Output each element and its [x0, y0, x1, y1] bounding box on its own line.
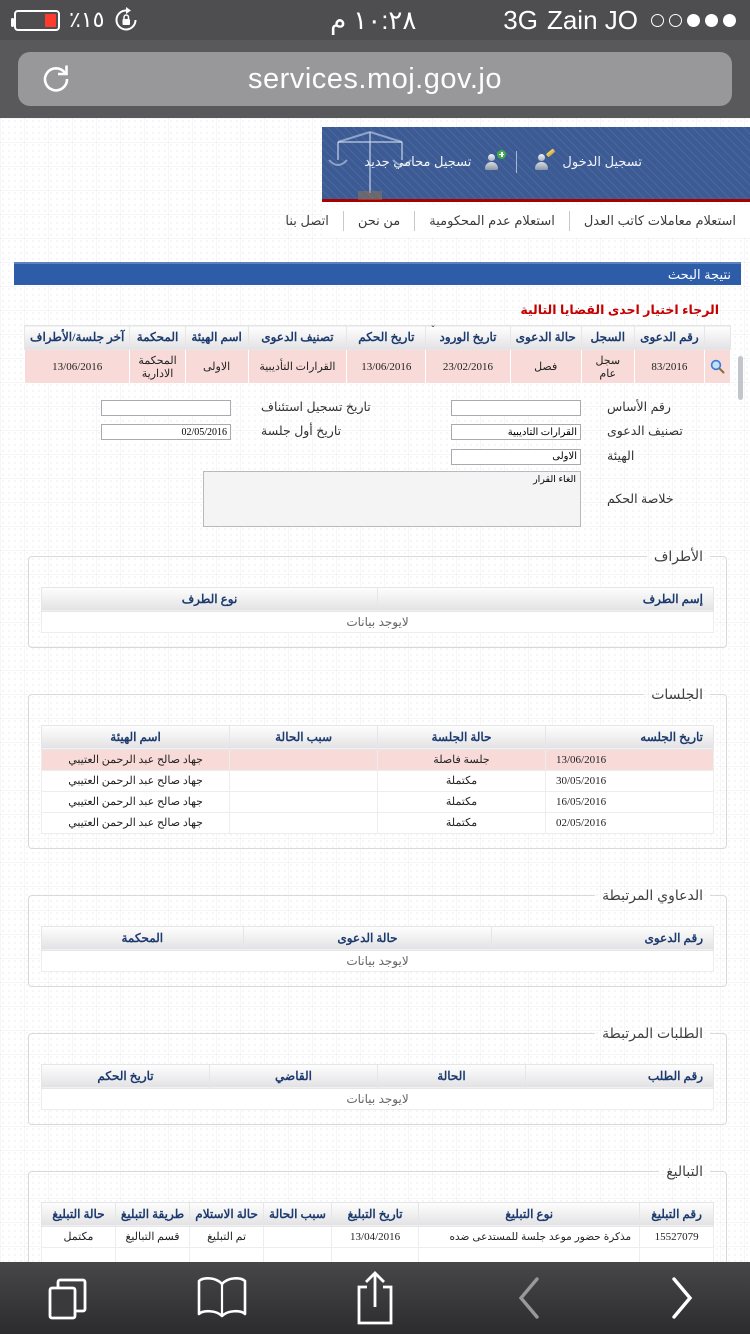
sessions-table: [41, 725, 714, 834]
appeal-date-label: تاريخ تسجيل استئناف: [261, 399, 371, 414]
panel-title: نتيجة البحث: [14, 262, 741, 285]
committee-label: الهيئة: [607, 448, 635, 463]
address-field[interactable]: [18, 52, 732, 106]
cell: مكتملة: [378, 770, 546, 791]
no-data-text: لايوجد بيانات: [42, 950, 714, 971]
notifications-legend: التباليغ: [666, 1162, 703, 1179]
forward-chevron-icon: [669, 1275, 695, 1321]
column-header: طريقة التبليغ: [115, 1202, 189, 1226]
parties-table: [41, 587, 714, 633]
site-header: [322, 127, 750, 202]
column-header: رقم الطلب: [525, 1064, 713, 1088]
cell: 13/06/2016: [546, 749, 714, 770]
classification-label: تصنيف الدعوى: [607, 424, 683, 439]
column-header: آخر جلسة/الأطراف: [25, 326, 130, 350]
browser-toolbar: [0, 1262, 750, 1334]
nav-about-us[interactable]: من نحن: [343, 211, 414, 231]
column-header: نوع الطرف: [42, 587, 378, 611]
column-header: تاريخ التبليغ: [331, 1202, 418, 1226]
notification-row: [42, 1247, 714, 1262]
empty-row: [42, 950, 714, 971]
column-header: نوع التبليغ: [419, 1202, 640, 1226]
column-header: حالة الاستلام: [190, 1202, 264, 1226]
cell: [640, 1247, 714, 1262]
cell: 83/2016: [634, 350, 704, 384]
bookmarks-button[interactable]: [192, 1274, 252, 1322]
cell: [419, 1247, 640, 1262]
session-row: [42, 791, 714, 812]
share-button[interactable]: [345, 1269, 405, 1327]
appeal-date-input[interactable]: [101, 400, 231, 416]
cell: سجل عام: [581, 350, 634, 384]
related-cases-section: [28, 887, 727, 987]
related-requests-legend: الطلبات المرتبطة: [602, 1024, 703, 1041]
nav-notary-transactions[interactable]: استعلام معاملات كاتب العدل: [569, 211, 750, 231]
cell: جهاد صالح عبد الرحمن العتيبي: [42, 812, 230, 833]
related-requests-section: [28, 1025, 727, 1125]
no-data-text: لايوجد بيانات: [42, 1088, 714, 1109]
committee-input[interactable]: [451, 449, 581, 465]
cell: مكتملة: [378, 791, 546, 812]
tabs-button[interactable]: [38, 1275, 98, 1321]
register-lawyer-icon[interactable]: [483, 154, 500, 170]
rotation-lock-icon: [113, 7, 139, 33]
status-bar: [0, 0, 750, 40]
page-scrollbar[interactable]: [738, 356, 743, 400]
related-requests-header-row: [42, 1064, 714, 1088]
results-header-row: [25, 326, 731, 350]
verdict-summary-textarea[interactable]: [203, 471, 581, 527]
cell: 16/05/2016: [546, 791, 714, 812]
empty-row: [42, 611, 714, 632]
cell: المحكمة الادارية: [130, 350, 185, 384]
column-header: حالة التبليغ: [42, 1202, 116, 1226]
cell: [264, 1226, 332, 1247]
cell: تم التبليغ: [190, 1226, 264, 1247]
column-header: حالة الجلسة: [378, 725, 546, 749]
sessions-legend: الجلسات: [651, 685, 703, 702]
search-results-table: [24, 325, 731, 384]
empty-row: [42, 1088, 714, 1109]
cell: [230, 812, 378, 833]
no-data-text: لايوجد بيانات: [42, 611, 714, 632]
notifications-section: [28, 1163, 727, 1263]
session-row: [42, 749, 714, 770]
column-header: الحالة: [378, 1064, 526, 1088]
search-result-panel: [14, 262, 741, 1262]
tabs-icon: [45, 1275, 91, 1321]
back-button[interactable]: [499, 1275, 559, 1321]
column-header: المحكمة: [130, 326, 185, 350]
cell: 13/06/2016: [347, 350, 426, 384]
cell: [230, 770, 378, 791]
cell: [230, 791, 378, 812]
parties-section: [28, 548, 727, 648]
cell: القرارات التأديبية: [248, 350, 347, 384]
cell: 13/04/2016: [331, 1226, 418, 1247]
url-text: services.moj.gov.jo: [248, 62, 502, 95]
column-header: تاريخ الحكم: [42, 1064, 210, 1088]
sessions-section: [28, 686, 727, 849]
related-cases-header-row: [42, 926, 714, 950]
cell: 13/06/2016: [25, 350, 130, 384]
column-header: سبب الحالة: [264, 1202, 332, 1226]
cell: فصل: [510, 350, 581, 384]
cell: جهاد صالح عبد الرحمن العتيبي: [42, 770, 230, 791]
cell: جهاد صالح عبد الرحمن العتيبي: [42, 791, 230, 812]
cell: مذكرة حضور موعد جلسة للمستدعى ضده: [419, 1226, 640, 1247]
cell: جلسة فاصلة: [378, 749, 546, 770]
cell: جهاد صالح عبد الرحمن العتيبي: [42, 749, 230, 770]
cell: مكتملة: [378, 812, 546, 833]
related-requests-table: [41, 1064, 714, 1110]
column-header: المحكمة: [42, 926, 244, 950]
parties-legend: الأطراف: [653, 547, 703, 564]
session-row: [42, 812, 714, 833]
login-icon[interactable]: [533, 154, 550, 170]
verdict-summary-label: خلاصة الحكم: [607, 492, 674, 506]
cell: 23/02/2016: [426, 350, 510, 384]
bookmarks-icon: [195, 1274, 249, 1322]
cell: [705, 350, 731, 384]
notifications-header-row: [42, 1202, 714, 1226]
column-header: سبب الحالة: [230, 725, 378, 749]
column-header: اسم الهيئة: [42, 725, 230, 749]
column-header: تاريخ الجلسه: [546, 725, 714, 749]
battery-icon: [14, 10, 60, 31]
base-number-label: رقم الأساس: [607, 399, 671, 414]
reload-icon[interactable]: [40, 63, 72, 95]
cell: [115, 1247, 189, 1262]
base-number-input[interactable]: [451, 400, 581, 416]
sort-indicator[interactable]: ˇ: [431, 325, 435, 336]
signal-strength-icon: [651, 14, 736, 27]
register-lawyer-label[interactable]: تسجيل محامي جديد: [364, 154, 472, 169]
cell: [331, 1247, 418, 1262]
cell: [264, 1247, 332, 1262]
cell: [190, 1247, 264, 1262]
sessions-header-row: [42, 725, 714, 749]
carrier-name: Zain JO: [546, 4, 638, 35]
column-header: حالة الدعوى: [243, 926, 492, 950]
column-header: رقم الدعوى: [634, 326, 704, 350]
battery-percent: ٪ ١٥: [69, 7, 105, 32]
related-cases-legend: الدعاوي المرتبطة: [602, 886, 703, 903]
case-details-form: [14, 397, 741, 527]
divider: [516, 151, 517, 173]
cell: 15527079: [640, 1226, 714, 1247]
nav-contact-us[interactable]: اتصل بنا: [285, 213, 329, 228]
classification-input[interactable]: [451, 424, 581, 440]
login-label[interactable]: تسجيل الدخول: [562, 154, 642, 169]
cell: [230, 749, 378, 770]
cell: مكتمل: [42, 1226, 116, 1247]
related-cases-table: [41, 926, 714, 972]
column-header: القاضي: [210, 1064, 378, 1088]
column-header: رقم التبليغ: [640, 1202, 714, 1226]
share-icon: [353, 1269, 397, 1327]
cell: قسم التباليغ: [115, 1226, 189, 1247]
column-header: السجل: [581, 326, 634, 350]
nav-non-conviction[interactable]: استعلام عدم المحكومية: [414, 211, 569, 231]
column-header: رقم الدعوى: [492, 926, 714, 950]
column-header: تاريخ الورود ˇ: [426, 326, 510, 350]
notifications-table: [41, 1202, 714, 1263]
main-nav: [285, 205, 750, 237]
column-header: حالة الدعوى: [510, 326, 581, 350]
column-header: تصنيف الدعوى: [248, 326, 347, 350]
browser-url-bar: [0, 40, 750, 118]
magnifier-icon[interactable]: [710, 359, 725, 374]
back-chevron-icon: [516, 1275, 542, 1321]
cell: 02/05/2016: [546, 812, 714, 833]
cell: [42, 1247, 116, 1262]
network-type: 3G: [503, 4, 538, 35]
select-case-message: الرجاء اختيار احدى القضايا التالية: [520, 303, 719, 317]
first-session-date-label: تاريخ أول جلسة: [261, 424, 342, 439]
forward-button[interactable]: [652, 1275, 712, 1321]
parties-header-row: [42, 587, 714, 611]
cell: 30/05/2016: [546, 770, 714, 791]
first-session-date-input[interactable]: [101, 424, 231, 440]
clock: م ١٠:٢٨: [330, 4, 417, 35]
column-header: إسم الطرف: [378, 587, 714, 611]
column-header: تاريخ الحكم: [347, 326, 426, 350]
session-row: [42, 770, 714, 791]
web-page: [0, 118, 750, 1262]
column-header: [705, 326, 731, 350]
column-header: اسم الهيئة: [185, 326, 248, 350]
notification-row: [42, 1226, 714, 1247]
result-row[interactable]: [25, 350, 731, 384]
cell: الاولى: [185, 350, 248, 384]
